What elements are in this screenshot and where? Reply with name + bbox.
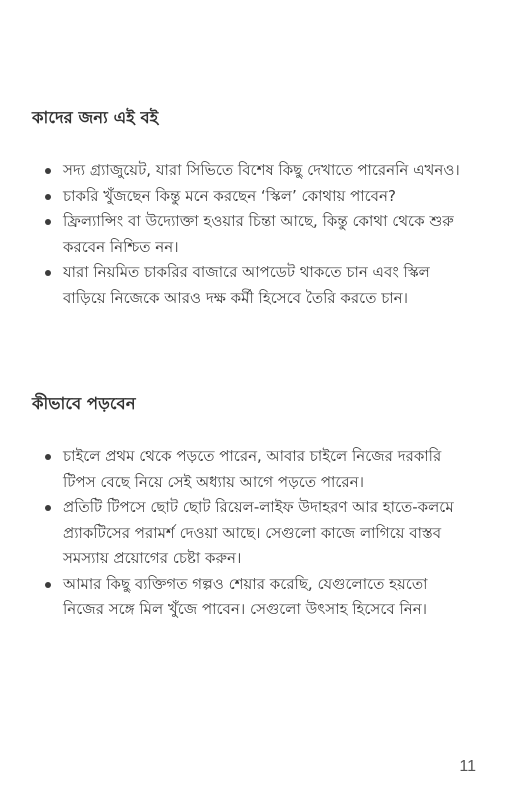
list-item-text: আমার কিছু ব্যক্তিগত গল্পও শেয়ার করেছি, যেগুলোতে হয়তো নিজের সঙ্গে মিল খুঁজে পাবেন। সেগুলো উৎসাহ হিসেবে নিন। — [63, 574, 428, 618]
list-item — [32, 444, 472, 495]
section-heading-how-to-read: কীভাবে পড়বেন — [32, 394, 136, 413]
bullet-icon — [45, 219, 51, 225]
list-item-text: সদ্য গ্র্যাজুয়েট, যারা সিভিতে বিশেষ কিছু দেখাতে পারেননি এখনও। — [63, 161, 460, 179]
list-item-text: চাইলে প্রথম থেকে পড়তে পারেন, আবার চাইলে নিজের দরকারি টিপস বেছে নিয়ে সেই অধ্যায় আগে পড়তে পারেন। — [63, 447, 442, 491]
bullet-icon — [45, 505, 51, 511]
bullet-icon — [45, 194, 51, 200]
list-item — [32, 184, 472, 210]
bullet-icon — [45, 270, 51, 276]
section-heading-audience: কাদের জন্য এই বই — [32, 108, 159, 127]
how-to-read-list — [32, 444, 472, 623]
page-number: 11 — [459, 758, 476, 775]
list-item-text: চাকরি খুঁজছেন কিন্তু মনে করছেন ‘স্কিল’ কোথায় পাবেন? — [63, 186, 396, 205]
list-item-text: প্রতিটি টিপসে ছোট ছোট রিয়েল-লাইফ উদাহরণ আর হাতে-কলমে প্র্যাকটিসের পরামর্শ দেওয়া আছে। সেগুলো কাজে লাগিয়ে বাস্তব সমস্যায় প্রয়োগের চেষ্টা করুন। — [63, 498, 454, 567]
list-item — [32, 209, 472, 260]
list-item — [32, 495, 472, 572]
bullet-icon — [45, 168, 51, 174]
list-item — [32, 158, 472, 184]
list-item — [32, 260, 472, 311]
list-item-text: যারা নিয়মিত চাকরির বাজারে আপডেট থাকতে চান এবং স্কিল বাড়িয়ে নিজেকে আরও দক্ষ কর্মী হিসেবে তৈরি করতে চান। — [63, 263, 430, 307]
bullet-icon — [45, 454, 51, 460]
audience-list — [32, 158, 472, 311]
bullet-icon — [45, 582, 51, 588]
list-item — [32, 572, 472, 623]
list-item-text: ফ্রিল্যান্সিং বা উদ্যোক্তা হওয়ার চিন্তা আছে, কিন্তু কোথা থেকে শুরু করবেন নিশ্চিত নন। — [63, 212, 454, 256]
